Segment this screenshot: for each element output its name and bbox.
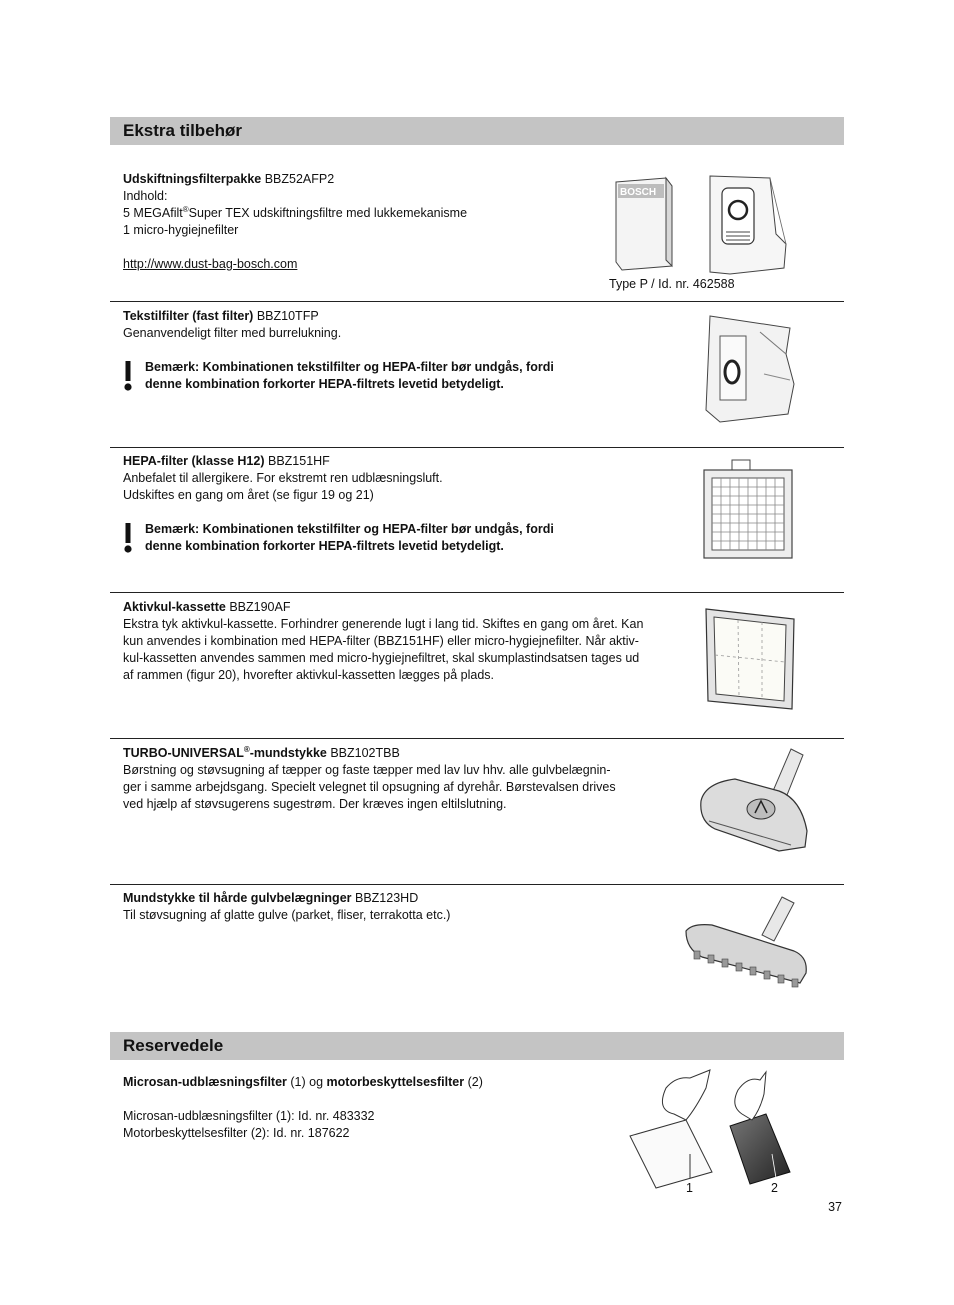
product-code: BBZ10TFP — [256, 309, 319, 323]
product-description: kul-kassetten anvendes sammen med micro-hygiejnefiltret, skal skumplastindsatsen tages ud — [123, 651, 640, 665]
product-name: Mundstykke til hårde gulvbelægninger — [123, 891, 352, 905]
section-header-spare-parts — [110, 1032, 844, 1060]
entry-hepa-filter — [110, 447, 844, 593]
filterpack-illustration — [610, 174, 800, 284]
product-name: Microsan-udblæsningsfilter — [123, 1075, 287, 1089]
product-name: Udskiftningsfilterpakke — [123, 172, 262, 186]
hardfloor-nozzle-illustration — [682, 895, 812, 995]
carbon-cassette-illustration — [702, 605, 802, 711]
hepa-filter-illustration — [700, 458, 800, 564]
product-description: Udskiftes en gang om året (se figur 19 og 21) — [123, 488, 374, 502]
part-id-line: Motorbeskyttelsesfilter (2): Id. nr. 187622 — [123, 1126, 350, 1140]
box-brand-label: BOSCH — [620, 187, 657, 198]
product-name: TURBO-UNIVERSAL — [123, 746, 244, 760]
product-description: Børstning og støvsugning af tæpper og faste tæpper med lav luv hhv. alle gulvbelægnin- — [123, 763, 611, 777]
warning-note: Bemærk: Kombinationen tekstilfilter og HEPA-filter bør undgås, fordi denne kombination forkorter HEPA-filtrets levetid betydeligt. — [123, 521, 683, 555]
entry-filterpack — [110, 160, 844, 301]
warning-note: Bemærk: Kombinationen tekstilfilter og HEPA-filter bør undgås, fordi denne kombination forkorter HEPA-filtrets levetid betydeligt. — [123, 359, 683, 393]
section-header-accessories — [110, 117, 844, 145]
product-code: BBZ52AFP2 — [264, 172, 335, 186]
product-description: Ekstra tyk aktivkul-kassette. Forhindrer generende lugt i lang tid. Skiftes en gang om året. Kan — [123, 617, 644, 631]
product-code: BBZ102TBB — [330, 746, 400, 760]
product-code: BBZ123HD — [355, 891, 419, 905]
entry-turbo-nozzle: TURBO-UNIVERSAL®-mundstykke BBZ102TBB Børstning og støvsugning af tæpper og faste tæpper med lav luv hhv. alle gulvbelægnin- ger i samme arbejdsgang. Specielt velegnet til opsugning af dyrehår. Børstevalsen drives ved hjælp af støvsugerens sugestrøm. Der kræves ingen eltilslutning. — [110, 738, 844, 884]
entry-hardfloor-nozzle — [110, 884, 844, 1030]
product-description: ger i samme arbejdsgang. Specielt velegnet til opsugning af dyrehår. Børstevalsen drives — [123, 780, 616, 794]
product-description: ved hjælp af støvsugerens sugestrøm. Der kræves ingen eltilslutning. — [123, 797, 507, 811]
website-link[interactable]: http://www.dust-bag-bosch.com — [123, 257, 298, 271]
product-name: Aktivkul-kassette — [123, 600, 226, 614]
product-name: Tekstilfilter (fast filter) — [123, 309, 254, 323]
filter-label-2: 2 — [771, 1181, 778, 1195]
contents-label: Indhold: — [123, 189, 168, 203]
turbo-nozzle-illustration — [695, 747, 815, 857]
microsan-filters-illustration — [626, 1068, 806, 1190]
product-description: kun anvendes i kombination med HEPA-filter (BBZ151HF) eller micro-hygiejnefilter. Når aktiv- — [123, 634, 639, 648]
product-code: BBZ151HF — [267, 454, 330, 468]
section-title: Reservedele — [123, 1036, 224, 1055]
entry-textile-filter — [110, 301, 844, 447]
product-description: Anbefalet til allergikere. For ekstremt ren udblæsningsluft. — [123, 471, 443, 485]
section-title: Ekstra tilbehør — [123, 121, 243, 140]
contents-line: 5 MEGAfilt®Super TEX udskiftningsfiltre med lukkemekanisme — [123, 204, 468, 220]
contents-line: 1 micro-hygiejnefilter — [123, 223, 239, 237]
product-name: HEPA-filter (klasse H12) — [123, 454, 265, 468]
exclamation-icon — [123, 359, 133, 393]
entry-carbon-cassette — [110, 592, 844, 738]
page-number: 37 — [828, 1200, 842, 1214]
textile-filter-illustration — [690, 314, 800, 426]
filterpack-caption: Type P / Id. nr. 462588 — [609, 277, 735, 291]
part-id-line: Microsan-udblæsningsfilter (1): Id. nr. 483332 — [123, 1109, 375, 1123]
filter-label-1: 1 — [686, 1181, 693, 1195]
product-code: BBZ190AF — [229, 600, 291, 614]
product-name: motorbeskyttelsesfilter — [326, 1075, 465, 1089]
product-description: Genanvendeligt filter med burrelukning. — [123, 326, 342, 340]
product-description: af rammen (figur 20), hvorefter aktivkul-kassetten lægges på plads. — [123, 668, 495, 682]
product-description: Til støvsugning af glatte gulve (parket, fliser, terrakotta etc.) — [123, 908, 451, 922]
entry-microsan-filters: Microsan-udblæsningsfilter (1) og motorbeskyttelsesfilter (2) Microsan-udblæsningsfilter (1): Id. nr. 483332 Motorbeskyttelsesfilter (2): Id. nr. 187622 1 2 — [110, 1066, 844, 1196]
exclamation-icon — [123, 521, 133, 555]
